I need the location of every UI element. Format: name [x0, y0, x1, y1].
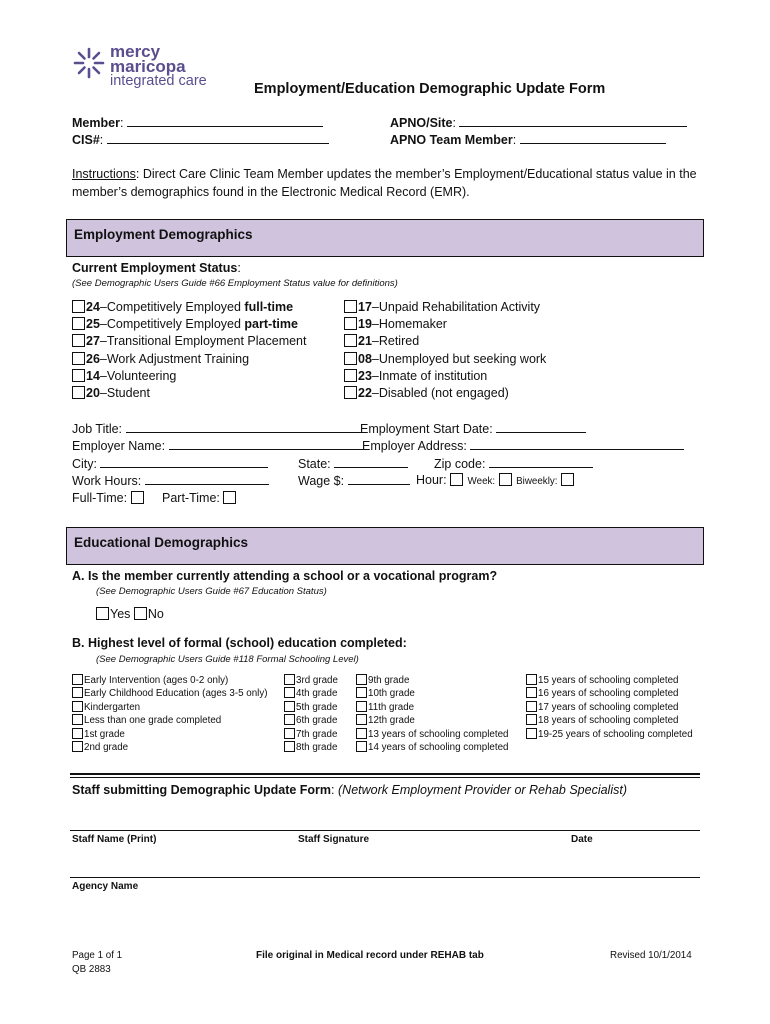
footer-code: QB 2883	[72, 964, 111, 975]
education-option	[72, 687, 268, 700]
education-option	[526, 674, 693, 687]
education-checkbox[interactable]	[526, 674, 537, 685]
full-time-label: Full-Time:	[72, 491, 128, 505]
work-hours-field[interactable]	[72, 473, 269, 488]
employment-text: –Disabled (not engaged)	[371, 385, 509, 400]
employment-code: 21	[358, 334, 372, 349]
education-checkbox[interactable]	[356, 741, 367, 752]
employment-code: 14	[86, 368, 100, 383]
note-b: (See Demographic Users Guide #118 Formal Schooling Level)	[96, 654, 359, 665]
employment-option-left	[72, 351, 306, 368]
education-option-label: 5th grade	[296, 701, 338, 713]
footer-revised: Revised 10/1/2014	[610, 950, 692, 961]
employment-code: 17	[358, 300, 372, 314]
work-hours-label: Work Hours:	[72, 474, 142, 488]
education-option	[284, 687, 338, 700]
city-label: City:	[72, 457, 97, 471]
logo-line-2: maricopa	[110, 57, 186, 76]
employment-option-left	[72, 385, 306, 402]
education-checkbox[interactable]	[72, 714, 83, 725]
education-option-label: Kindergarten	[84, 701, 141, 713]
wage-period	[416, 473, 575, 487]
question-b: B. Highest level of formal (school) education completed:	[72, 636, 407, 650]
education-option-label: 1st grade	[84, 728, 125, 740]
education-option	[284, 741, 338, 754]
state-label: State:	[298, 457, 331, 471]
employment-code: 23	[358, 368, 372, 383]
employment-code: 22	[358, 385, 372, 400]
education-option-label: 16 years of schooling completed	[538, 688, 679, 700]
education-checkbox[interactable]	[284, 701, 295, 712]
employment-option-right	[344, 316, 546, 333]
instructions-text: : Direct Care Clinic Team Member updates the member’s Employment/Educational status value in the member’s demographics found in the Electronic Medical Record (EMR).	[72, 167, 697, 199]
employment-checkbox[interactable]	[72, 300, 85, 313]
yes-checkbox[interactable]	[96, 607, 109, 620]
employment-option-right	[344, 368, 546, 385]
education-heading: Educational Demographics	[74, 535, 249, 550]
employment-code: 24	[86, 300, 100, 314]
education-checkbox[interactable]	[284, 728, 295, 739]
employment-text: –Competitively Employed	[99, 317, 245, 332]
employment-code: 20	[86, 385, 100, 400]
education-col-4	[526, 674, 693, 741]
logo-mark-icon	[72, 46, 106, 80]
education-checkbox[interactable]	[72, 741, 83, 752]
education-checkbox[interactable]	[284, 741, 295, 752]
education-option-label: Early Intervention (ages 0-2 only)	[84, 675, 229, 686]
no-checkbox[interactable]	[134, 607, 147, 620]
employment-checkbox[interactable]	[344, 334, 357, 347]
part-time-checkbox[interactable]	[223, 491, 236, 504]
employer-address-field[interactable]	[362, 438, 684, 453]
employment-heading: Employment Demographics	[74, 227, 253, 242]
apno-team-member-label: APNO Team Member	[390, 133, 513, 147]
biweekly-checkbox[interactable]	[561, 473, 574, 486]
education-checkbox[interactable]	[72, 728, 83, 739]
education-checkbox[interactable]	[72, 687, 83, 698]
education-checkbox[interactable]	[284, 687, 295, 698]
education-option-label: 6th grade	[296, 715, 338, 727]
employment-checkbox[interactable]	[344, 352, 357, 365]
education-option	[284, 701, 338, 714]
page-title: Employment/Education Demographic Update Form	[254, 81, 606, 97]
employment-status-label: Current Employment Status:	[72, 261, 241, 275]
instructions-label: Instructions	[72, 167, 136, 181]
employment-option-right	[344, 385, 546, 402]
education-option-label: 10th grade	[368, 688, 415, 700]
employment-text: –Competitively Employed	[99, 300, 245, 314]
employment-text: –Unemployed but seeking work	[371, 351, 547, 366]
education-option	[72, 741, 268, 754]
agency-name-line[interactable]	[70, 877, 700, 878]
education-option-label: 18 years of schooling completed	[538, 715, 679, 727]
employment-checkbox[interactable]	[344, 386, 357, 399]
education-option	[356, 714, 509, 727]
employment-code: 26	[86, 351, 100, 366]
education-option	[284, 714, 338, 727]
wage-label: Wage $:	[298, 474, 345, 488]
employment-emph: full-time	[244, 300, 294, 314]
education-col-2	[284, 674, 338, 754]
education-option	[526, 687, 693, 700]
education-checkbox[interactable]	[356, 728, 367, 739]
education-option-label: 15 years of schooling completed	[538, 675, 679, 686]
employment-checkbox[interactable]	[344, 317, 357, 330]
education-option	[356, 701, 509, 714]
education-option	[72, 674, 268, 687]
education-option-label: 4th grade	[296, 688, 338, 700]
week-label: Week:	[467, 476, 496, 487]
staff-sep: :	[331, 783, 338, 797]
education-option	[526, 714, 693, 727]
note-a: (See Demographic Users Guide #67 Education Status)	[96, 586, 327, 597]
start-date-field[interactable]	[360, 421, 586, 436]
education-option-label: 9th grade	[368, 675, 410, 686]
education-option	[72, 714, 268, 727]
education-option-label: Early Childhood Education (ages 3-5 only)	[84, 688, 268, 700]
hour-checkbox[interactable]	[450, 473, 463, 486]
attending-options	[96, 607, 164, 621]
start-date-label: Employment Start Date:	[360, 422, 493, 436]
wage-field[interactable]	[298, 473, 410, 488]
education-option-label: 7th grade	[296, 728, 338, 740]
no-label: No	[147, 607, 164, 621]
employment-option-left	[72, 368, 306, 385]
employment-code: 08	[358, 351, 372, 366]
employment-text: –Transitional Employment Placement	[99, 334, 307, 349]
job-title-label: Job Title:	[72, 422, 123, 436]
education-option-label: 13 years of schooling completed	[368, 728, 509, 740]
education-option-label: 17 years of schooling completed	[538, 701, 679, 713]
education-checkbox[interactable]	[356, 701, 367, 712]
employment-options-left	[72, 299, 306, 402]
employment-options-right	[344, 299, 546, 402]
employment-text: –Retired	[371, 334, 420, 349]
staff-label: Staff submitting Demographic Update Form	[72, 783, 332, 797]
apno-site-field[interactable]: APNO/Site:	[390, 115, 687, 130]
full-time-field	[72, 491, 145, 505]
education-checkbox[interactable]	[526, 728, 537, 739]
staff-signature-line[interactable]	[70, 830, 700, 831]
education-col-1	[72, 674, 268, 754]
employment-text: –Student	[99, 385, 150, 400]
footer-page: Page 1 of 1	[72, 950, 123, 961]
logo-line-1: mercy	[110, 42, 161, 61]
education-checkbox[interactable]	[526, 701, 537, 712]
employer-name-field[interactable]	[72, 438, 365, 453]
employment-code: 19	[358, 317, 372, 332]
section-divider	[70, 773, 700, 775]
education-option	[72, 728, 268, 741]
education-option	[284, 728, 338, 741]
education-option	[526, 728, 693, 741]
employment-emph: part-time	[244, 317, 298, 332]
logo	[72, 44, 222, 100]
employment-code: 27	[86, 334, 100, 349]
employer-name-label: Employer Name:	[72, 439, 166, 453]
date-label: Date	[571, 834, 593, 845]
staff-note: (Network Employment Provider or Rehab Specialist)	[338, 783, 627, 797]
education-option-label: 3rd grade	[296, 675, 338, 686]
employment-checkbox[interactable]	[72, 352, 85, 365]
instructions	[72, 165, 702, 201]
employment-section-header	[66, 219, 704, 257]
education-option	[356, 728, 509, 741]
education-option	[356, 687, 509, 700]
employment-option-right	[344, 299, 546, 316]
education-option-label: 8th grade	[296, 741, 338, 753]
employment-checkbox[interactable]	[72, 317, 85, 330]
staff-signature-label: Staff Signature	[298, 834, 370, 845]
agency-name-label: Agency Name	[72, 881, 139, 892]
education-option-label: 14 years of schooling completed	[368, 741, 509, 753]
zip-label: Zip code:	[434, 457, 486, 471]
employer-address-label: Employer Address:	[362, 439, 467, 453]
employment-status-note: (See Demographic Users Guide #66 Employment Status value for definitions)	[72, 278, 398, 289]
employment-text: –Unpaid Rehabilitation Activity	[371, 300, 541, 314]
footer-center: File original in Medical record under REHAB tab	[256, 950, 484, 961]
education-checkbox[interactable]	[356, 714, 367, 725]
member-label: Member	[72, 116, 120, 130]
employment-checkbox[interactable]	[72, 386, 85, 399]
staff-name-label: Staff Name (Print)	[72, 834, 157, 845]
job-title-field[interactable]	[72, 421, 364, 436]
education-option-label: 11th grade	[368, 701, 415, 713]
full-time-checkbox[interactable]	[131, 491, 144, 504]
education-option	[284, 674, 338, 687]
education-option	[356, 741, 509, 754]
education-option	[356, 674, 509, 687]
education-option	[72, 701, 268, 714]
education-option	[526, 701, 693, 714]
hour-label: Hour:	[416, 473, 447, 487]
employment-text: –Work Adjustment Training	[99, 351, 250, 366]
part-time-field	[162, 491, 237, 505]
education-section-header	[66, 527, 704, 565]
state-field[interactable]	[298, 456, 408, 471]
education-checkbox[interactable]	[72, 701, 83, 712]
employment-option-right	[344, 351, 546, 368]
employment-checkbox[interactable]	[344, 300, 357, 313]
cis-field[interactable]: CIS#:	[72, 132, 329, 147]
apno-site-label: APNO/Site	[390, 116, 453, 130]
education-option-label: 19-25 years of schooling completed	[538, 728, 693, 740]
staff-heading	[72, 783, 627, 797]
biweekly-label: Biweekly:	[516, 476, 558, 487]
city-field[interactable]	[72, 456, 268, 471]
section-divider-thin	[70, 777, 700, 778]
zip-field[interactable]	[434, 456, 593, 471]
education-checkbox[interactable]	[72, 674, 83, 685]
employment-checkbox[interactable]	[344, 369, 357, 382]
cis-label: CIS#	[72, 133, 100, 147]
logo-line-3: integrated care	[110, 73, 207, 89]
question-a: A. Is the member currently attending a school or a vocational program?	[72, 569, 498, 583]
education-checkbox[interactable]	[284, 674, 295, 685]
member-field[interactable]: Member:	[72, 115, 323, 130]
employment-option-right	[344, 333, 546, 350]
employment-checkbox[interactable]	[72, 334, 85, 347]
employment-option-left	[72, 333, 306, 350]
employment-text: –Inmate of institution	[371, 368, 488, 383]
week-checkbox[interactable]	[499, 473, 512, 486]
yes-label: Yes	[110, 607, 131, 621]
education-option-label: Less than one grade completed	[84, 715, 222, 727]
employment-code: 25	[86, 317, 100, 332]
education-checkbox[interactable]	[356, 687, 367, 698]
apno-team-member-field[interactable]: APNO Team Member:	[390, 132, 666, 147]
education-option-label: 12th grade	[368, 715, 415, 727]
employment-option-left	[72, 316, 306, 333]
part-time-label: Part-Time:	[162, 491, 220, 505]
education-checkbox[interactable]	[284, 714, 295, 725]
education-checkbox[interactable]	[356, 674, 367, 685]
employment-option-left	[72, 299, 306, 316]
education-checkbox[interactable]	[526, 714, 537, 725]
education-col-3	[356, 674, 509, 754]
education-option-label: 2nd grade	[84, 741, 129, 753]
employment-text: –Homemaker	[371, 317, 447, 332]
education-checkbox[interactable]	[526, 687, 537, 698]
employment-text: –Volunteering	[99, 368, 177, 383]
employment-checkbox[interactable]	[72, 369, 85, 382]
